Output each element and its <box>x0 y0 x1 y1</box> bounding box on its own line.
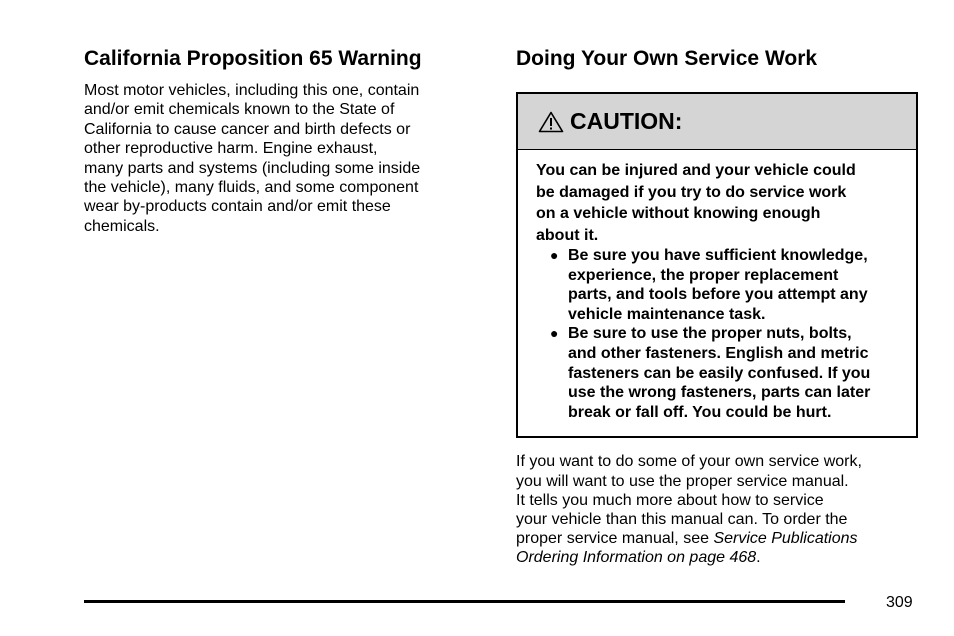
left-column <box>84 44 469 236</box>
paragraph-line: Most motor vehicles, including this one, contain <box>84 82 420 99</box>
paragraph-line: and/or emit chemicals known to the State of <box>84 101 395 119</box>
paragraph-line: many parts and systems (including some inside <box>84 159 421 177</box>
paragraph-line <box>516 529 918 548</box>
caution-line: be damaged if you try to do service work <box>536 183 847 201</box>
bullet-line: Be sure you have sufficient knowledge, <box>568 247 868 264</box>
caution-bullet-item <box>536 324 906 422</box>
caution-box <box>516 92 918 438</box>
paragraph-line: If you want to do some of your own service work, <box>516 453 862 471</box>
caution-line: about it. <box>536 226 599 244</box>
paragraph-line: you will want to use the proper service manual. <box>516 472 849 490</box>
paragraph-line: California to cause cancer and birth defects or <box>84 120 411 138</box>
bullet-line: and other fasteners. English and metric <box>568 344 869 362</box>
caution-line: on a vehicle without knowing enough <box>536 205 821 222</box>
prop65-heading: California Proposition 65 Warning <box>84 47 422 70</box>
warning-triangle-icon <box>538 111 564 133</box>
bullet-line: vehicle maintenance task. <box>568 305 766 323</box>
caution-body <box>518 150 916 436</box>
bullet-line: fasteners can be easily confused. If you <box>568 364 871 382</box>
page-number: 309 <box>886 594 913 611</box>
bullet-dot: ● <box>550 325 559 342</box>
prop65-paragraph <box>84 81 469 236</box>
caution-line: You can be injured and your vehicle could <box>536 162 856 179</box>
cross-reference-link[interactable]: Service Publications <box>713 530 858 548</box>
cross-reference-link[interactable]: Ordering Information on page 468 <box>516 549 757 567</box>
caution-bullet-item <box>536 246 906 324</box>
bullet-line: Be sure to use the proper nuts, bolts, <box>568 325 852 343</box>
service-work-heading: Doing Your Own Service Work <box>516 47 818 70</box>
paragraph-line: other reproductive harm. Engine exhaust, <box>84 140 378 158</box>
bullet-dot: ● <box>550 247 559 263</box>
caution-header <box>518 94 916 150</box>
service-manual-paragraph <box>516 452 918 567</box>
caution-intro <box>536 160 906 246</box>
bullet-line: experience, the proper replacement <box>568 266 839 284</box>
right-column <box>516 44 918 568</box>
paragraph-line: chemicals. <box>84 217 160 235</box>
paragraph-line: It tells you much more about how to service <box>516 491 824 509</box>
bullet-line: use the wrong fasteners, parts can later <box>568 384 871 402</box>
paragraph-line: the vehicle), many fluids, and some component <box>84 179 419 197</box>
footer-rule <box>84 600 845 603</box>
line-prefix: proper service manual, see <box>516 530 714 548</box>
bullet-line: parts, and tools before you attempt any <box>568 286 868 304</box>
caution-bullet-list <box>536 246 906 422</box>
caution-title: CAUTION: <box>570 108 683 134</box>
bullet-line: break or fall off. You could be hurt. <box>568 403 832 421</box>
paragraph-line: wear by-products contain and/or emit these <box>84 198 391 216</box>
line-suffix: . <box>756 549 761 567</box>
paragraph-line <box>516 548 918 567</box>
paragraph-line: your vehicle than this manual can. To order the <box>516 510 848 528</box>
